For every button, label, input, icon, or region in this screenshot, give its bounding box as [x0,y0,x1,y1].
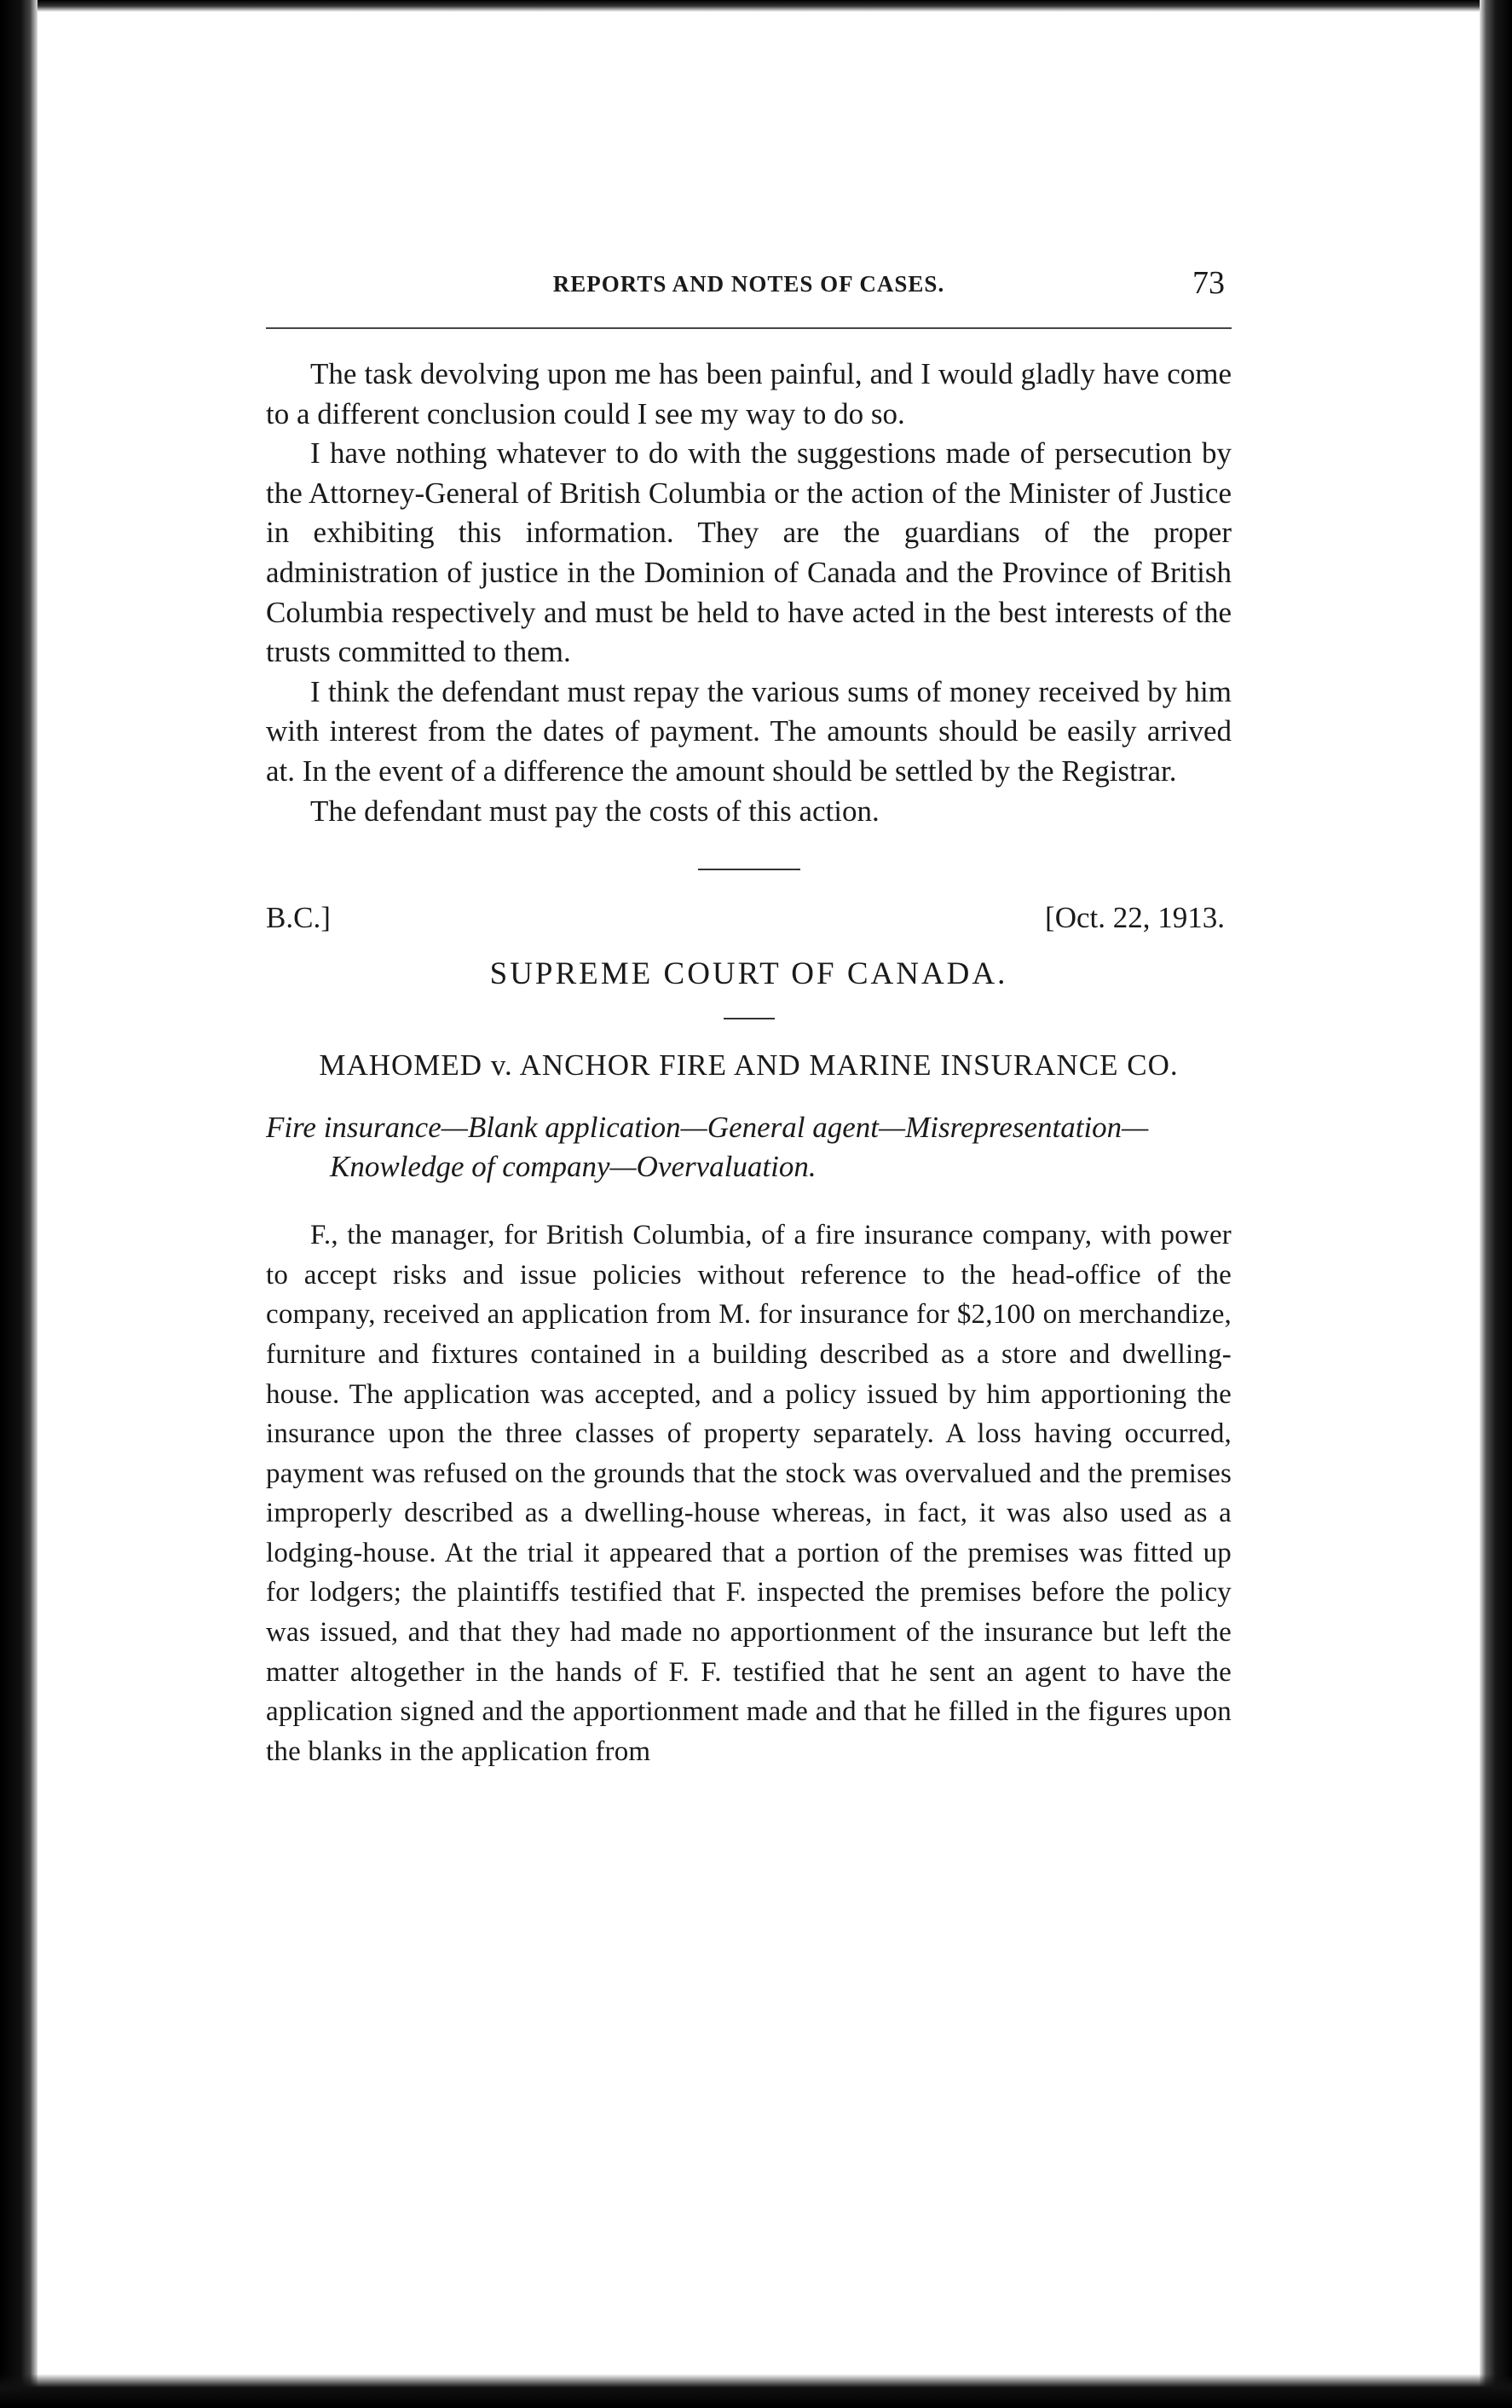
case-body: F., the manager, for British Columbia, of a fire insurance company, with power to accept risks and issue policies without reference to the head-office of the company, received an application from M. for insurance for $2,100 on merchandize, furniture and fixtures contained in a building described as a store and dwelling-house. The application was accepted, and a policy issued by him apportioning the insurance upon the three classes of property separately. A loss having occurred, payment was refused on the grounds that the stock was overvalued and the premises improperly described as a dwelling-house whereas, in fact, it was also used as a lodging-house. At the trial it appeared that a portion of the premises was fitted up for lodgers; the plaintiffs testified that F. inspected the premises before the policy was issued, and that they had made no apportionment of the insurance but left the matter altogether in the hands of F. F. testified that he sent an agent to have the application signed and the apportionment made and that he filled in the figures upon the blanks in the application from [266,1220,1232,1767]
court-separator [724,1018,775,1019]
page-number: 73 [1192,265,1225,301]
headnote [266,1108,1232,1187]
scan-edge-top [0,0,1512,12]
paragraph-1: The task devolving upon me has been painful, and I would gladly have come to a different conclusion could I see my way to do so. [266,357,1232,430]
page [266,264,1232,1771]
paragraph-3: I think the defendant must repay the various sums of money received by him with interest from the dates of payment. The amounts should be easily arrived at. In the event of a difference the amount should be settled by the Registrar. [266,674,1232,788]
running-title: REPORTS AND NOTES OF CASES. [552,271,945,297]
scan-edge-right [1480,0,1512,2408]
running-head [266,264,1232,315]
court-name: SUPREME COURT OF CANADA. [489,956,1008,992]
headnote-text: Fire insurance—Blank application—General agent—Misrepresentation—Knowledge of company—Overvaluation. [266,1111,1149,1184]
header-rule [266,327,1232,329]
section-separator [698,869,800,870]
paragraph-4: The defendant must pay the costs of this action. [310,794,880,828]
scan-edge-left [0,0,38,2408]
dateline-province: B.C.] [266,901,331,935]
case-title: MAHOMED v. ANCHOR FIRE AND MARINE INSURANCE CO. [319,1048,1179,1083]
paragraph-2: I have nothing whatever to do with the suggestions made of persecution by the Attorney-General of British Columbia or the action of the Minister of Justice in exhibiting this information. They are the guardians of the proper administration of justice in the Dominion of Canada and the Province of British Columbia respectively and must be held to have acted in the best interests of the trusts committed to them. [266,436,1232,669]
dateline-date: [Oct. 22, 1913. [1045,901,1225,935]
dateline [266,901,1232,947]
scan-edge-bottom [0,2374,1512,2408]
